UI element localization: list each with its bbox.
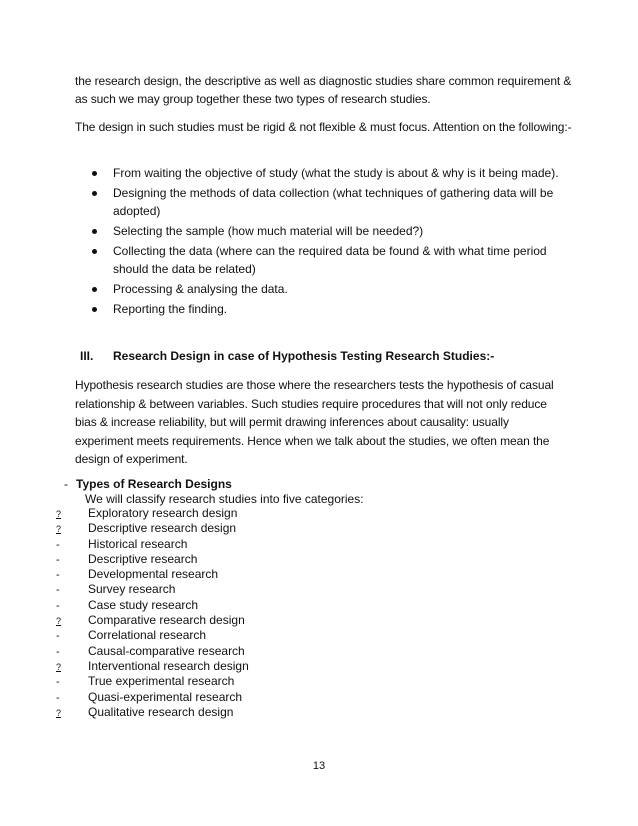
research-type-label: Developmental research (88, 567, 219, 582)
bullet-item: Reporting the finding. (75, 300, 575, 318)
types-intro: We will classify research studies into five categories: (85, 492, 364, 506)
bullet-icon (92, 307, 97, 312)
paragraph-intro: the research design, the descriptive as well as diagnostic studies share common requirement & as such we may group together these two types of research studies. (75, 74, 572, 106)
list-marker: - (56, 599, 60, 612)
research-type-item (56, 628, 249, 643)
research-type-item (56, 582, 249, 597)
bullet-icon (92, 171, 97, 176)
section-number: III. (80, 349, 94, 363)
research-type-label: Historical research (88, 536, 188, 551)
research-type-item (56, 705, 249, 720)
paragraph-hypothesis: Hypothesis research studies are those where the researchers tests the hypothesis of casual relationship & between variables. Such studies require procedures that will not only reduce bias & increase reliability, but will permit drawing inferences about causality: usually experiment meets requirements. Hence when we talk about the studies, we often mean the design of experiment. (75, 378, 554, 466)
bullet-icon (92, 249, 97, 254)
research-type-label: Comparative research design (88, 613, 245, 628)
research-type-item (56, 690, 249, 705)
research-type-label: Qualitative research design (88, 704, 234, 719)
list-marker: - (56, 645, 60, 658)
types-title: Types of Research Designs (76, 477, 232, 491)
paragraph-design-focus: The design in such studies must be rigid & not flexible & must focus. Attention on the following:- (75, 120, 572, 134)
bullet-item: Selecting the sample (how much material will be needed?) (75, 222, 575, 240)
bullet-icon (92, 287, 97, 292)
list-marker: - (56, 553, 60, 566)
list-marker: ? (56, 707, 62, 718)
list-marker: ? (56, 509, 62, 519)
research-type-label: Descriptive research (88, 551, 198, 566)
research-type-label: Exploratory research design (88, 506, 238, 520)
list-marker: - (56, 538, 60, 551)
list-marker: ? (56, 616, 62, 627)
research-type-label: Causal-comparative research (88, 643, 245, 658)
types-heading (64, 476, 232, 492)
research-type-item (56, 552, 249, 567)
research-type-item (56, 674, 249, 689)
research-type-item (56, 659, 249, 674)
research-type-item (56, 567, 249, 582)
bullet-item: From waiting the objective of study (what the study is about & why is it being made). (75, 164, 575, 182)
list-marker: - (56, 584, 60, 597)
research-type-label: Quasi-experimental research (88, 689, 243, 704)
section-title: Research Design in case of Hypothesis Testing Research Studies:- (113, 349, 495, 363)
research-type-label: Case study research (88, 597, 199, 612)
research-type-label: True experimental research (88, 674, 235, 689)
list-marker: ? (56, 524, 62, 535)
research-type-item (56, 521, 249, 536)
bullet-item: Collecting the data (where can the required data be found & with what time period should the data be related) (75, 242, 575, 278)
research-type-item (56, 598, 249, 613)
list-marker: - (56, 676, 60, 689)
research-type-label: Survey research (88, 582, 176, 597)
dash-marker: - (64, 477, 68, 491)
research-type-item (56, 613, 249, 628)
bullet-item: Designing the methods of data collection (what techniques of gathering data will be adopted) (75, 184, 575, 220)
research-type-item (56, 537, 249, 552)
list-marker: ? (56, 661, 62, 672)
bullet-icon (92, 229, 97, 234)
research-type-label: Interventional research design (88, 658, 249, 673)
research-type-label: Correlational research (88, 628, 207, 643)
list-marker: - (56, 691, 60, 704)
research-type-item (56, 506, 249, 521)
page-number: 13 (312, 760, 326, 772)
bullet-list (75, 164, 575, 320)
bullet-icon (92, 191, 97, 196)
bullet-item: Processing & analysing the data. (75, 280, 575, 298)
types-list (56, 506, 249, 720)
research-type-label: Descriptive research design (88, 521, 237, 536)
list-marker: - (56, 569, 60, 582)
list-marker: - (56, 630, 60, 643)
section-heading (80, 347, 494, 365)
research-type-item (56, 644, 249, 659)
